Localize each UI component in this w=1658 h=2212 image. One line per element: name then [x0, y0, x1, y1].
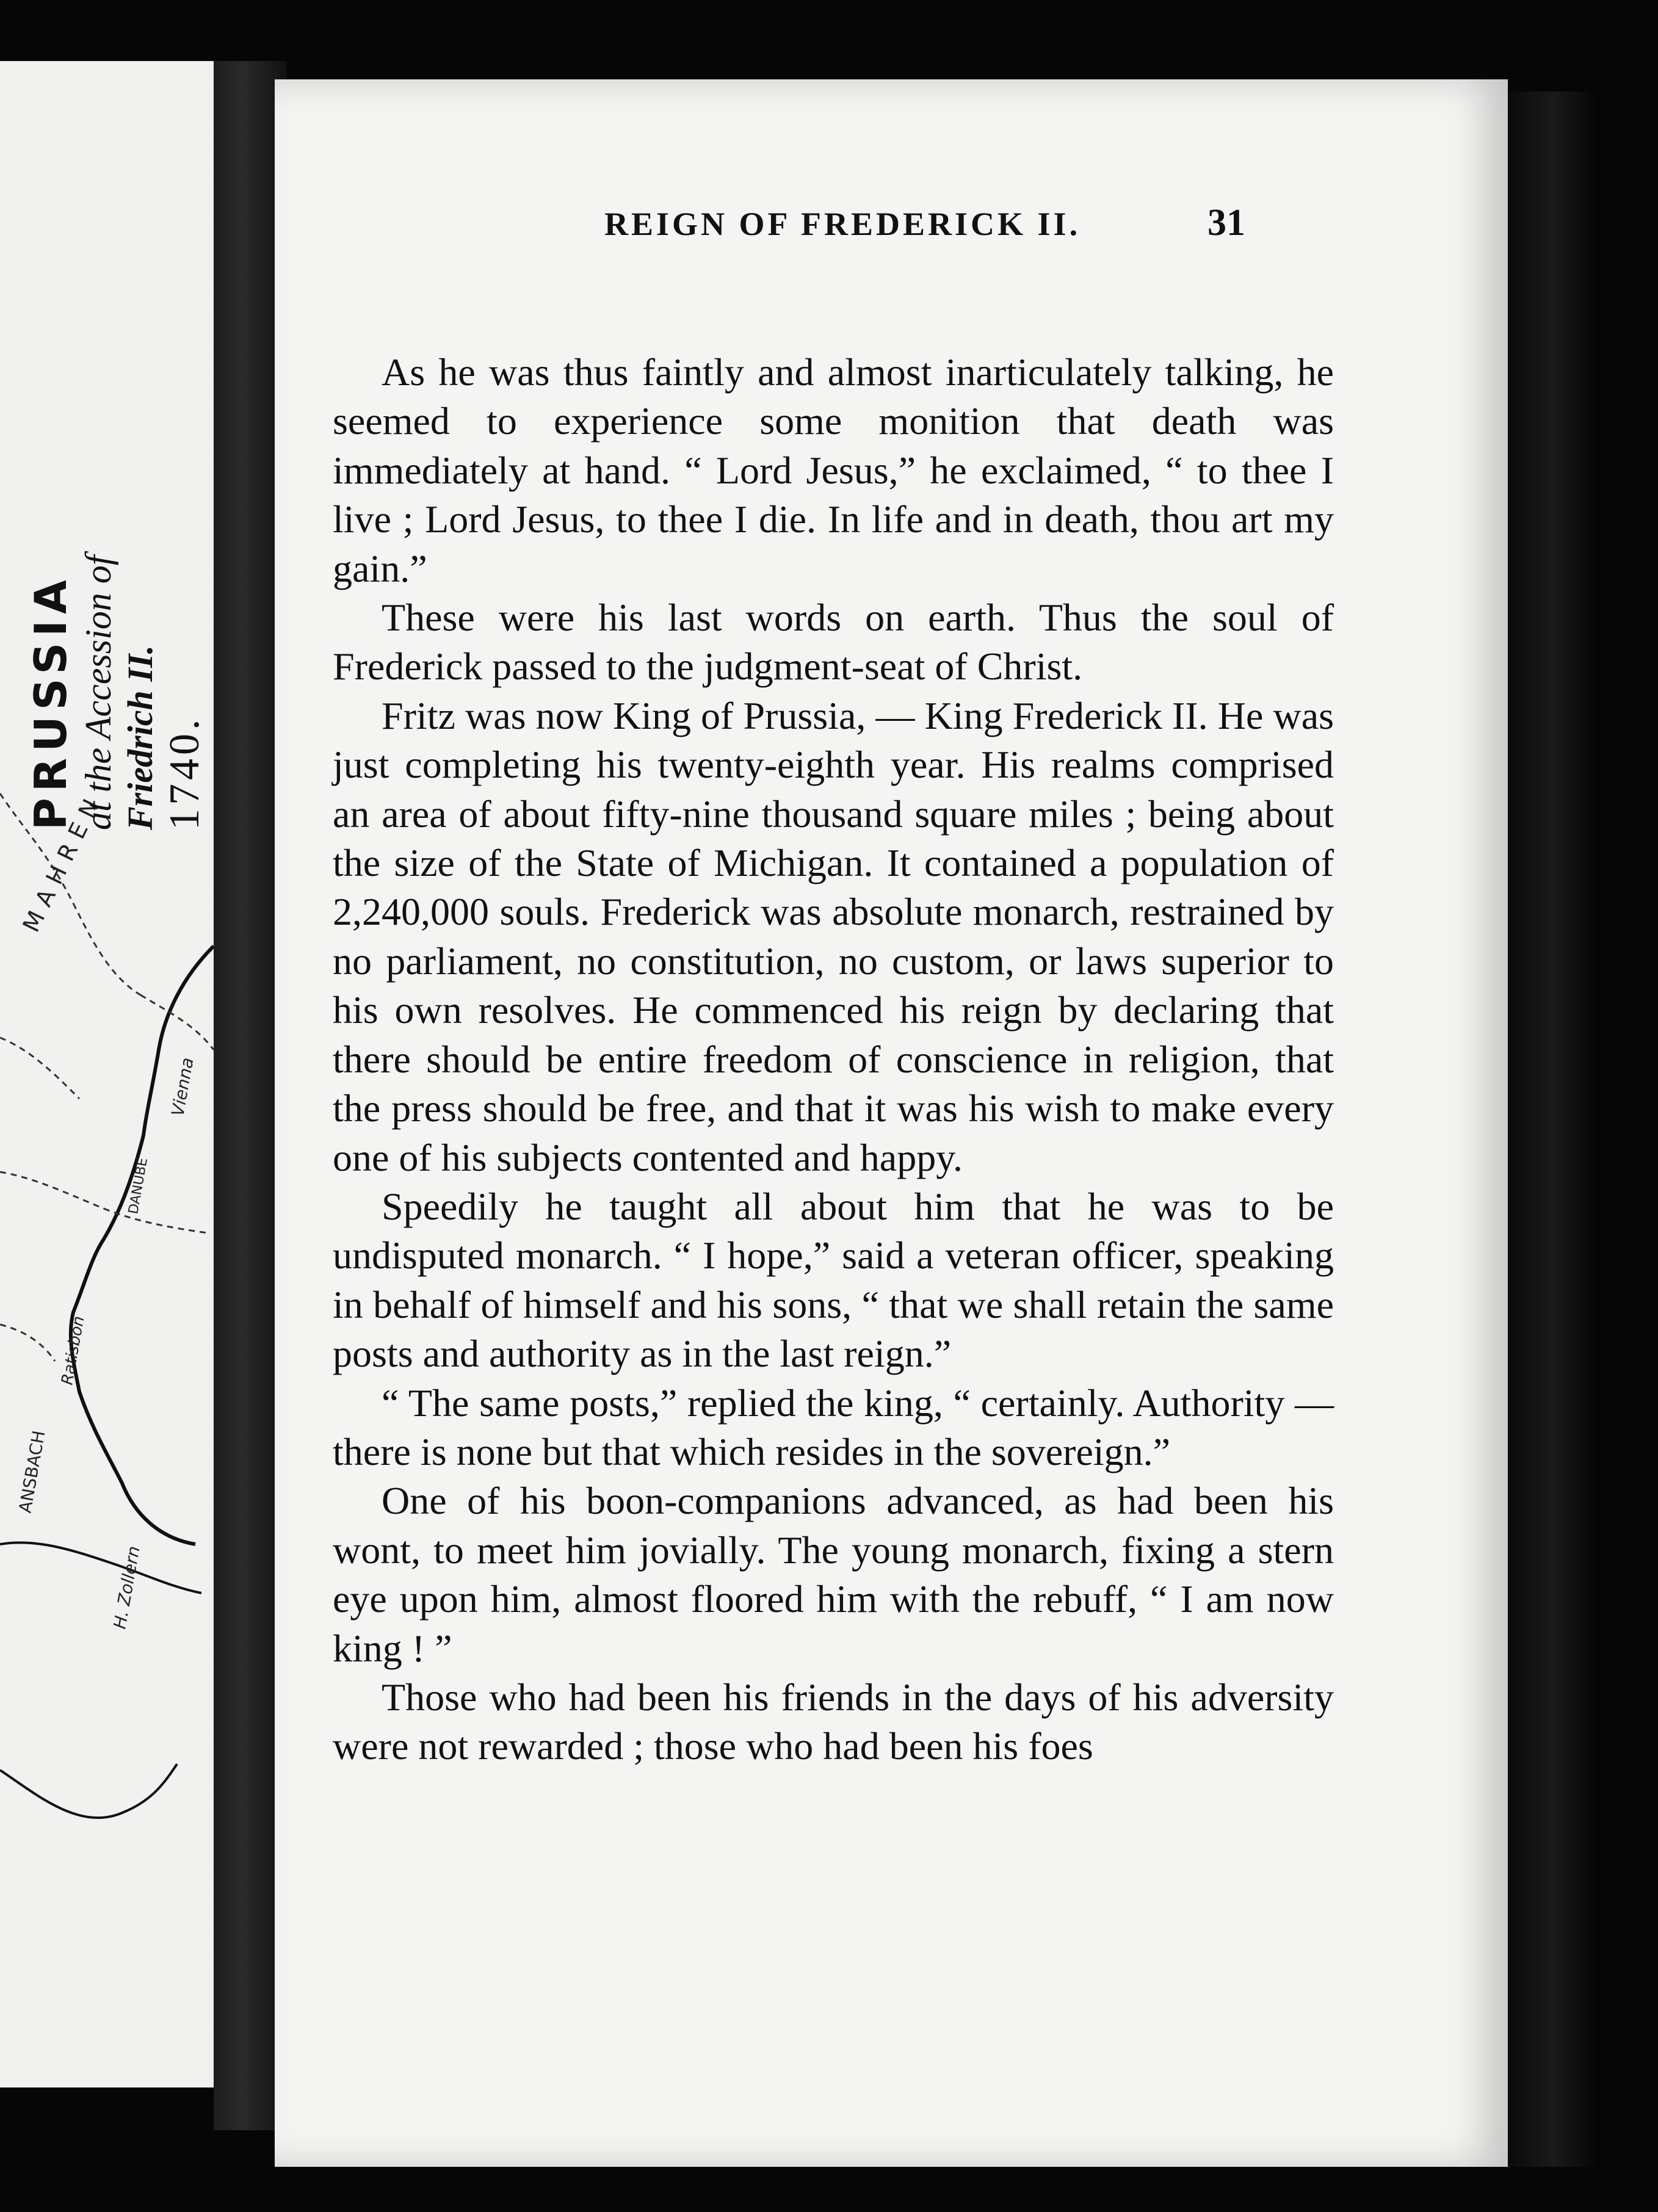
map-label-river: DANUBE — [126, 1156, 151, 1216]
map-label-vienna: Vienna — [167, 1056, 198, 1118]
map-label-ratisbon: Ratisbon — [58, 1314, 89, 1387]
map-subtitle: at the Accession of — [78, 555, 118, 830]
body-text — [333, 348, 1334, 1771]
page-number: 31 — [1207, 202, 1245, 244]
map-title: PRUSSIA — [25, 574, 76, 830]
map-year: 1740. — [161, 715, 208, 830]
paragraph: These were his last words on earth. Thus the soul of Frederick passed to the judgment-seat of Christ. — [333, 596, 1334, 689]
map-label-ansbach: ANSBACH — [15, 1429, 49, 1515]
paragraph: Those who had been his friends in the days of his adversity were not rewarded ; those who had been his foes — [333, 1675, 1334, 1768]
paragraph: Fritz was now King of Prussia, — King Frederick II. He was just completing his twenty-eighth year. His realms comprised an area of about fifty-nine thousand square miles ; being about the size of the State of Michigan. It contained a population of 2,240,000 souls. Frederick was absolute monarch, restrained by no parliament, no constitution, no custom, or laws superior to his own resolves. He commenced his reign by declaring that there should be entire freedom of conscience in religion, that the press should be free, and that it was his wish to make every one of his subjects contented and happy. — [333, 693, 1334, 1179]
map-title-block — [24, 555, 209, 830]
paragraph: As he was thus faintly and almost inarticulately talking, he seemed to experience some monition that death was immediately at hand. “ Lord Jesus,” he exclaimed, “ to thee I live ; Lord Jesus, to thee I die. In life and in death, thou art my gain.” — [333, 350, 1334, 590]
paragraph: “ The same posts,” replied the king, “ certainly. Authority — there is none but that which resides in the sovereign.” — [333, 1381, 1334, 1473]
running-head — [317, 201, 1245, 245]
page-edge-shadow — [1508, 92, 1599, 2167]
map-label-region: MAHREN — [17, 787, 109, 936]
paragraph: One of his boon-companions advanced, as had been his wont, to meet him jovially. The young monarch, fixing a stern eye upon him, almost floored him with the rebuff, “ I am now king ! ” — [333, 1479, 1334, 1670]
map-subtitle-name: Friedrich II. — [120, 645, 160, 830]
map-label-zollern: H. Zollern — [109, 1544, 144, 1631]
paragraph: Speedily he taught all about him that he was to be undisputed monarch. “ I hope,” said a veteran officer, speaking in behalf of himself and his sons, “ that we shall retain the same posts and authority as in the last reign.” — [333, 1184, 1334, 1376]
running-head-title: REIGN OF FREDERICK II. — [604, 206, 1081, 242]
